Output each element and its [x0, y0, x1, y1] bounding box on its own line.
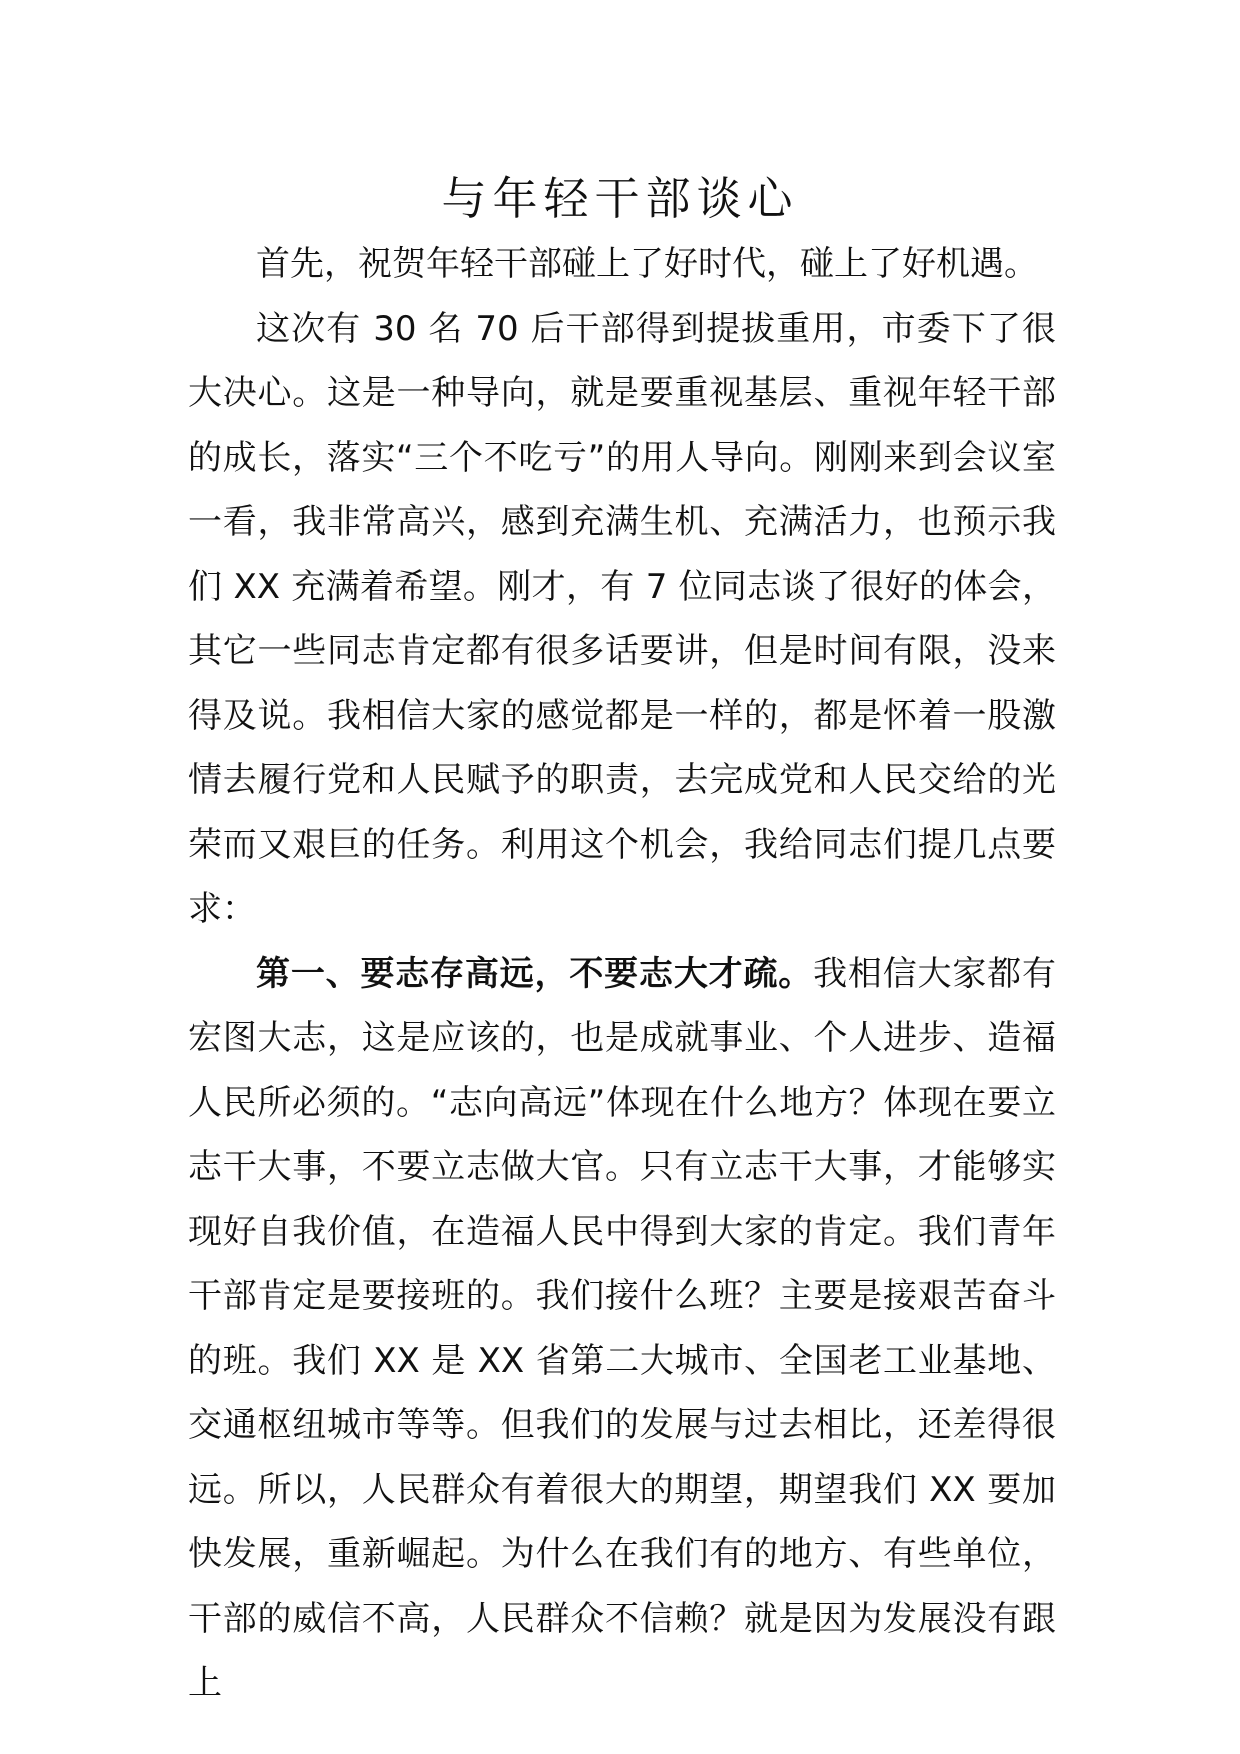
paragraph-3	[188, 942, 1056, 1716]
paragraph-3-lead: 第一、要志存高远，不要志大才疏。	[256, 953, 814, 994]
paragraph-1	[188, 232, 1056, 297]
paragraph-2	[188, 297, 1056, 942]
paragraph-2-text: 这次有 30 名 70 后干部得到提拔重用，市委下了很大决心。这是一种导向，就是要重视基层、重视年轻干部的成长，落实“三个不吃亏”的用人导向。刚刚来到会议室一看，我非常高兴，感到充满生机、充满活力，也预示我们 XX 充满着希望。刚才，有 7 位同志谈了很好的体会，其它一些同志肯定都有很多话要讲，但是时间有限，没来得及说。我相信大家的感觉都是一样的，都是怀着一股激情去履行党和人民赋予的职责，去完成党和人民交给的光荣而又艰巨的任务。利用这个机会，我给同志们提几点要求：	[188, 308, 1056, 929]
paragraph-3-text: 我相信大家都有宏图大志，这是应该的，也是成就事业、个人进步、造福人民所必须的。“志向高远”体现在什么地方？体现在要立志干大事，不要立志做大官。只有立志干大事，才能够实现好自我价值，在造福人民中得到大家的肯定。我们青年干部肯定是要接班的。我们接什么班？主要是接艰苦奋斗的班。我们 XX 是 XX 省第二大城市、全国老工业基地、交通枢纽城市等等。但我们的发展与过去相比，还差得很远。所以，人民群众有着很大的期望，期望我们 XX 要加快发展，重新崛起。为什么在我们有的地方、有些单位，干部的威信不高，人民群众不信赖？就是因为发展没有跟上	[188, 953, 1057, 1703]
document-title: 与年轻干部谈心	[441, 172, 799, 225]
paragraph-1-text: 首先，祝贺年轻干部碰上了好时代，碰上了好机遇。	[256, 244, 1038, 284]
document-body	[188, 232, 1056, 1716]
